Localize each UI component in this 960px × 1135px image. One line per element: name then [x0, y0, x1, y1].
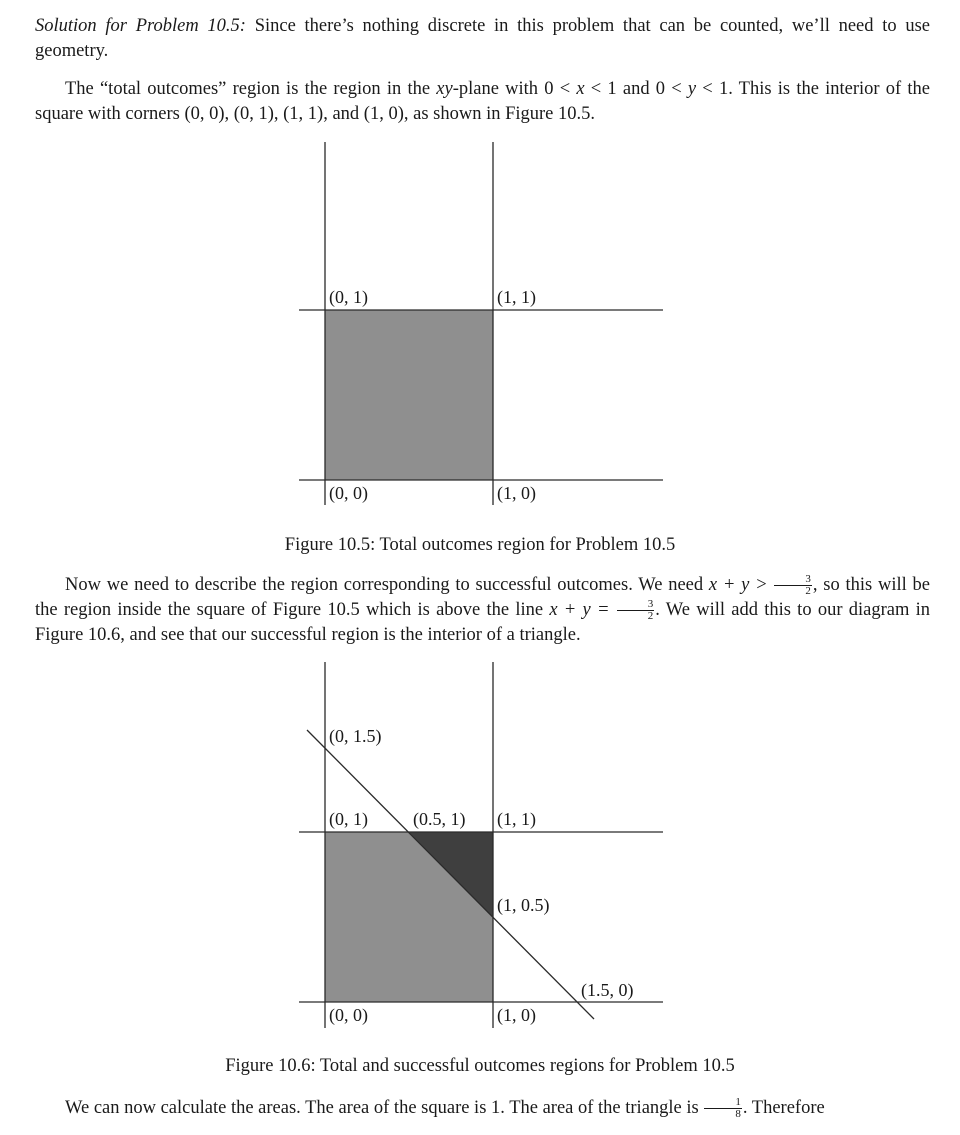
label-1.5-0: (1.5, 0) — [581, 980, 634, 1000]
label-0-0: (0, 0) — [329, 483, 368, 503]
solution-heading: Solution for Problem 10.5: — [35, 16, 246, 36]
label-0-1: (0, 1) — [329, 809, 368, 829]
label-1-0: (1, 0) — [497, 1005, 536, 1025]
total-outcomes-paragraph: The “total outcomes” region is the region in the xy-plane with 0 < x < 1 and 0 < y < 1. This is the interior of the square with corners (0, 0), (0, 1), (1, 1), and (1, 0), as shown in Figure 10.5. — [35, 79, 931, 124]
label-1-1: (1, 1) — [497, 809, 536, 829]
label-1-0: (1, 0) — [497, 483, 536, 503]
label-0-1.5: (0, 1.5) — [329, 726, 382, 746]
solution-intro-text: Since there’s nothing discrete in this problem that can be counted, we’ll need to use geometry. — [35, 16, 930, 61]
label-0-1: (0, 1) — [329, 287, 368, 307]
label-0.5-1: (0.5, 1) — [413, 809, 466, 829]
figure-10-5-caption: Figure 10.5: Total outcomes region for Problem 10.5 — [284, 535, 676, 555]
label-1-1: (1, 1) — [497, 287, 536, 307]
areas-paragraph: We can now calculate the areas. The area of the square is 1. The area of the triangle is $\frac{1}{8}$ . Therefore — [65, 1095, 825, 1120]
label-0-0: (0, 0) — [329, 1005, 368, 1025]
figure-10-6-caption: Figure 10.6: Total and successful outcomes regions for Problem 10.5 — [225, 1056, 735, 1076]
label-1-0.5: (1, 0.5) — [497, 895, 550, 915]
successful-outcomes-paragraph: Now we need to describe the region corresponding to successful outcomes. We need x + y > $\frac{3}{2}$ , so this will be the region inside the square of Figure 10.5 which is above the line x + y = $\frac{3}{2}$ . We will add this to our diagram in Figure 10.6, and see that our successful region is the interior of a triangle. — [35, 572, 930, 645]
